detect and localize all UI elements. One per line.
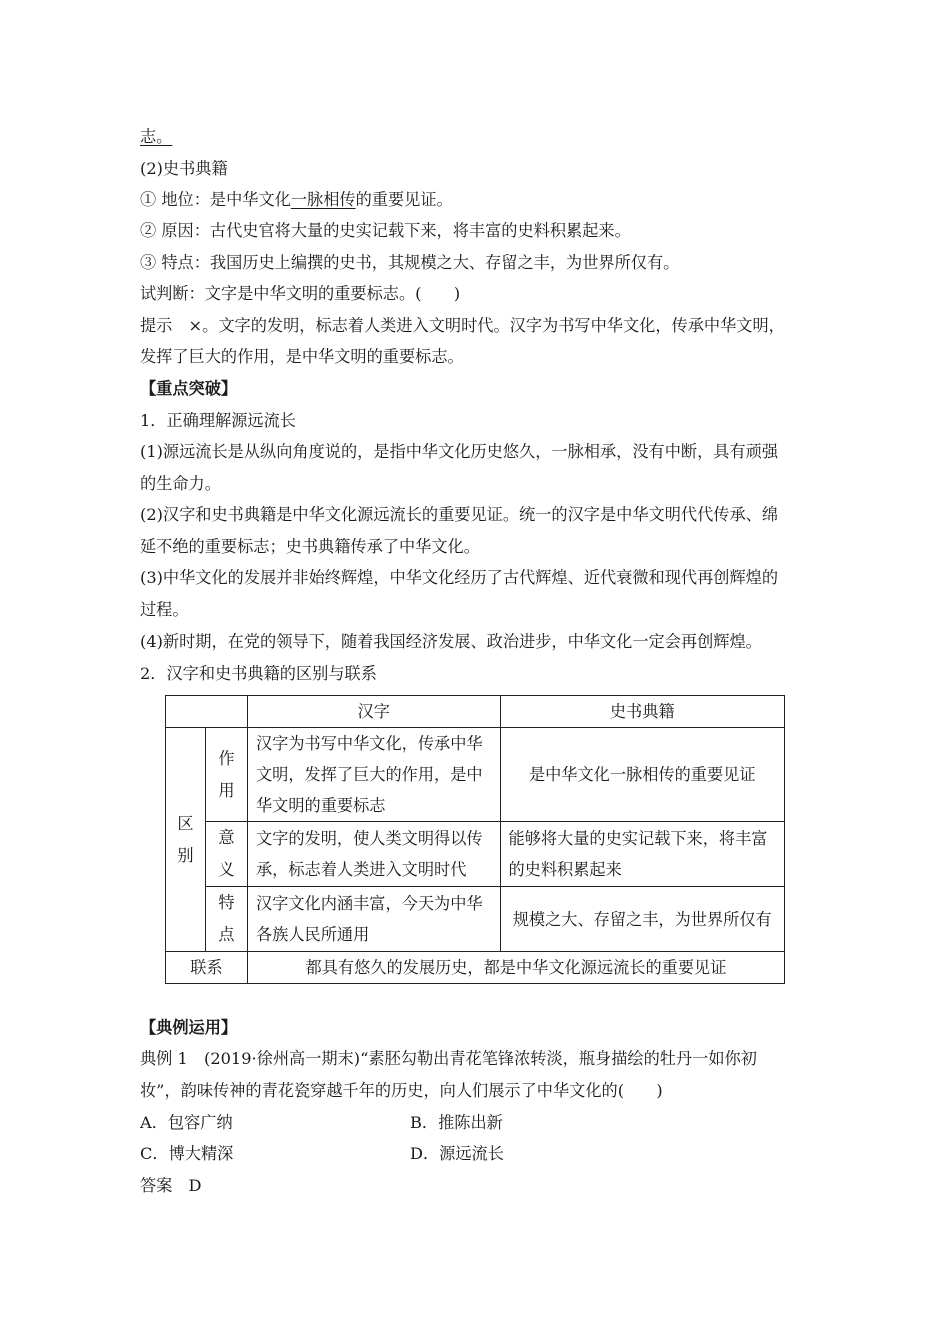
text-fragment: 志。 (140, 127, 173, 146)
option-b: B．推陈出新 (410, 1113, 503, 1132)
question-stem: 典例 1 (2019·徐州高一期末)“素胚勾勒出青花笔锋浓转淡，瓶身描绘的牡丹一如你初 (140, 1049, 757, 1068)
section-heading: (2)史书典籍 (140, 159, 228, 178)
text-line: (3)中华文化的发展并非始终辉煌，中华文化经历了古代辉煌、近代衰微和现代再创辉煌的 (140, 568, 779, 587)
underlined-term: 一脉相传 (290, 190, 356, 209)
row-header-char: 意 (218, 828, 235, 847)
cell-shishu-feature: 规模之大、存留之丰，为世界所仅有 (500, 887, 785, 952)
cell-shishu-significance: 能够将大量的史实记载下来，将丰富的史料积累起来 (500, 822, 785, 887)
table-header-row (166, 696, 785, 728)
comparison-table (165, 695, 785, 984)
row-header-char: 用 (218, 780, 235, 800)
row-header-char: 点 (218, 925, 235, 944)
subheading: 2．汉字和史书典籍的区别与联系 (140, 664, 377, 683)
answer-line: 答案 D (140, 1176, 202, 1195)
text-line: 的生命力。 (140, 474, 221, 493)
section-heading: 【典例运用】 (140, 1018, 238, 1037)
text-fragment: 的重要见证。 (355, 190, 453, 209)
subheading: 1．正确理解源远流长 (140, 411, 296, 430)
row-header-feature (205, 887, 247, 952)
row-header-char: 特 (218, 893, 235, 912)
text-line (140, 189, 453, 211)
section-heading: 【重点突破】 (140, 379, 238, 398)
row-header-char: 义 (218, 860, 235, 879)
text-line: ② 原因：古代史官将大量的史实记载下来，将丰富的史料积累起来。 (140, 221, 631, 240)
hint-text: 发挥了巨大的作用，是中华文明的重要标志。 (140, 347, 464, 366)
table-row (166, 887, 785, 952)
cell-shishu-function: 是中华文化一脉相传的重要见证 (500, 728, 785, 822)
text-fragment: ① 地位：是中华文化 (140, 190, 291, 209)
cell-hanzi-function: 汉字为书写中华文化，传承中华文明，发挥了巨大的作用，是中华文明的重要标志 (247, 728, 500, 822)
text-line: 延不绝的重要标志；史书典籍传承了中华文化。 (140, 537, 480, 556)
cell-link-text: 都具有悠久的发展历史，都是中华文化源远流长的重要见证 (247, 952, 784, 984)
row-header-significance (205, 822, 247, 887)
row-header-char: 作 (218, 748, 235, 768)
table-row (166, 822, 785, 887)
text-line: (2)汉字和史书典籍是中华文化源远流长的重要见证。统一的汉字是中华文明代代传承、绵 (140, 505, 779, 524)
row-header-link: 联系 (166, 952, 248, 984)
table-header-shishu: 史书典籍 (500, 696, 785, 728)
option-d: D．源远流长 (410, 1144, 504, 1163)
cell-hanzi-significance: 文字的发明，使人类文明得以传承，标志着人类进入文明时代 (247, 822, 500, 887)
option-a: A．包容广纳 (140, 1113, 233, 1132)
text-line (140, 126, 172, 148)
cell-hanzi-feature: 汉字文化内涵丰富，今天为中华各族人民所通用 (247, 887, 500, 952)
judgment-question: 试判断：文字是中华文明的重要标志。( ) (140, 284, 461, 303)
text-line: (4)新时期，在党的领导下，随着我国经济发展、政治进步，中华文化一定会再创辉煌。 (140, 632, 762, 651)
text-line: (1)源远流长是从纵向角度说的，是指中华文化历史悠久，一脉相承，没有中断，具有顽强 (140, 442, 779, 461)
text-line: ③ 特点：我国历史上编撰的史书，其规模之大、存留之丰，为世界所仅有。 (140, 253, 680, 272)
group-label-char: 别 (177, 845, 194, 865)
option-c: C．博大精深 (140, 1144, 234, 1163)
row-header-function (205, 728, 247, 822)
table-header-hanzi: 汉字 (247, 696, 500, 728)
question-stem: 妆”，韵味传神的青花瓷穿越千年的历史，向人们展示了中华文化的( ) (140, 1081, 663, 1100)
group-label-char: 区 (177, 813, 194, 833)
group-cell-difference (166, 728, 206, 952)
hint-text: 提示 ×。文字的发明，标志着人类进入文明时代。汉字为书写中华文化，传承中华文明， (140, 316, 785, 335)
table-row (166, 728, 785, 822)
text-line: 过程。 (140, 600, 189, 619)
table-corner-cell (166, 696, 248, 728)
table-row (166, 952, 785, 984)
